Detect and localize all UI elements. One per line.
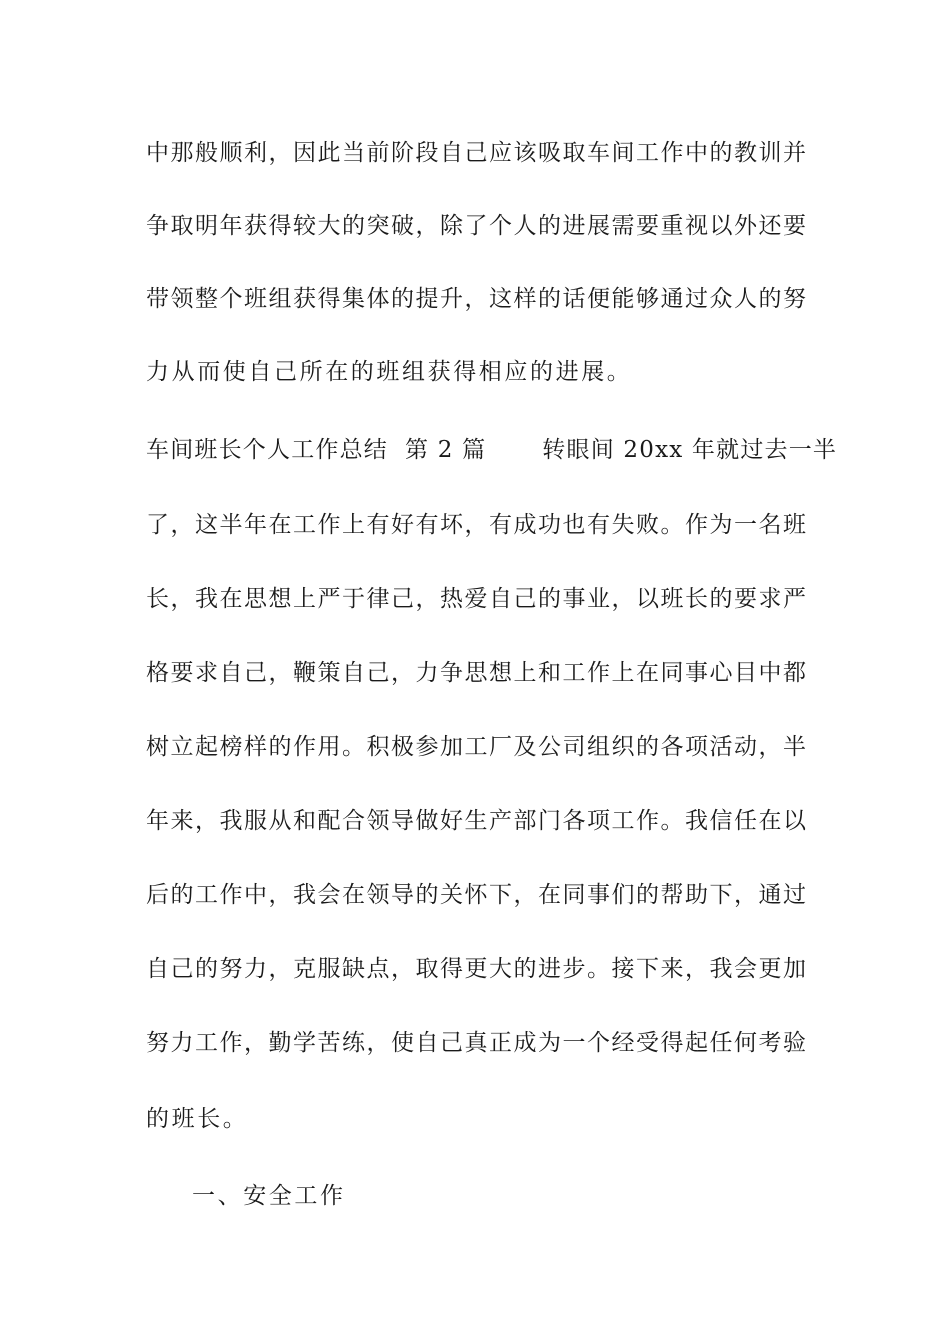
paragraph-line: 长，我在思想上严于律己，热爱自己的事业，以班长的要求严 <box>146 586 806 612</box>
paragraph-line: 了，这半年在工作上有好有坏，有成功也有失败。作为一名班 <box>146 512 806 538</box>
paragraph-line: 争取明年获得较大的突破，除了个人的进展需要重视以外还要 <box>146 213 806 239</box>
paragraph-line: 后的工作中，我会在领导的关怀下，在同事们的帮助下，通过 <box>146 882 806 908</box>
article-part-label: 第 2 篇 <box>405 437 487 463</box>
paragraph-line: 力从而使自己所在的班组获得相应的进展。 <box>146 359 633 385</box>
paragraph-line: 自己的努力，克服缺点，取得更大的进步。接下来，我会更加 <box>146 956 806 982</box>
paragraph-line: 中那般顺利，因此当前阶段自己应该吸取车间工作中的教训并 <box>146 140 806 166</box>
paragraph-line: 树立起榜样的作用。积极参加工厂及公司组织的各项活动，半 <box>146 734 806 760</box>
paragraph-line: 努力工作，勤学苦练，使自己真正成为一个经受得起任何考验 <box>146 1030 806 1056</box>
paragraph-line: 年来，我服从和配合领导做好生产部门各项工作。我信任在以 <box>146 808 806 834</box>
paragraph-line: 带领整个班组获得集体的提升，这样的话便能够通过众人的努 <box>146 286 806 312</box>
paragraph-line: 格要求自己，鞭策自己，力争思想上和工作上在同事心目中都 <box>146 660 806 686</box>
article-heading-line <box>146 435 838 465</box>
article-title: 车间班长个人工作总结 <box>146 437 388 463</box>
section-heading: 一、安全工作 <box>192 1183 346 1209</box>
paragraph-line: 的班长。 <box>146 1106 249 1132</box>
article-first-text: 转眼间 20xx 年就过去一半 <box>542 437 838 463</box>
